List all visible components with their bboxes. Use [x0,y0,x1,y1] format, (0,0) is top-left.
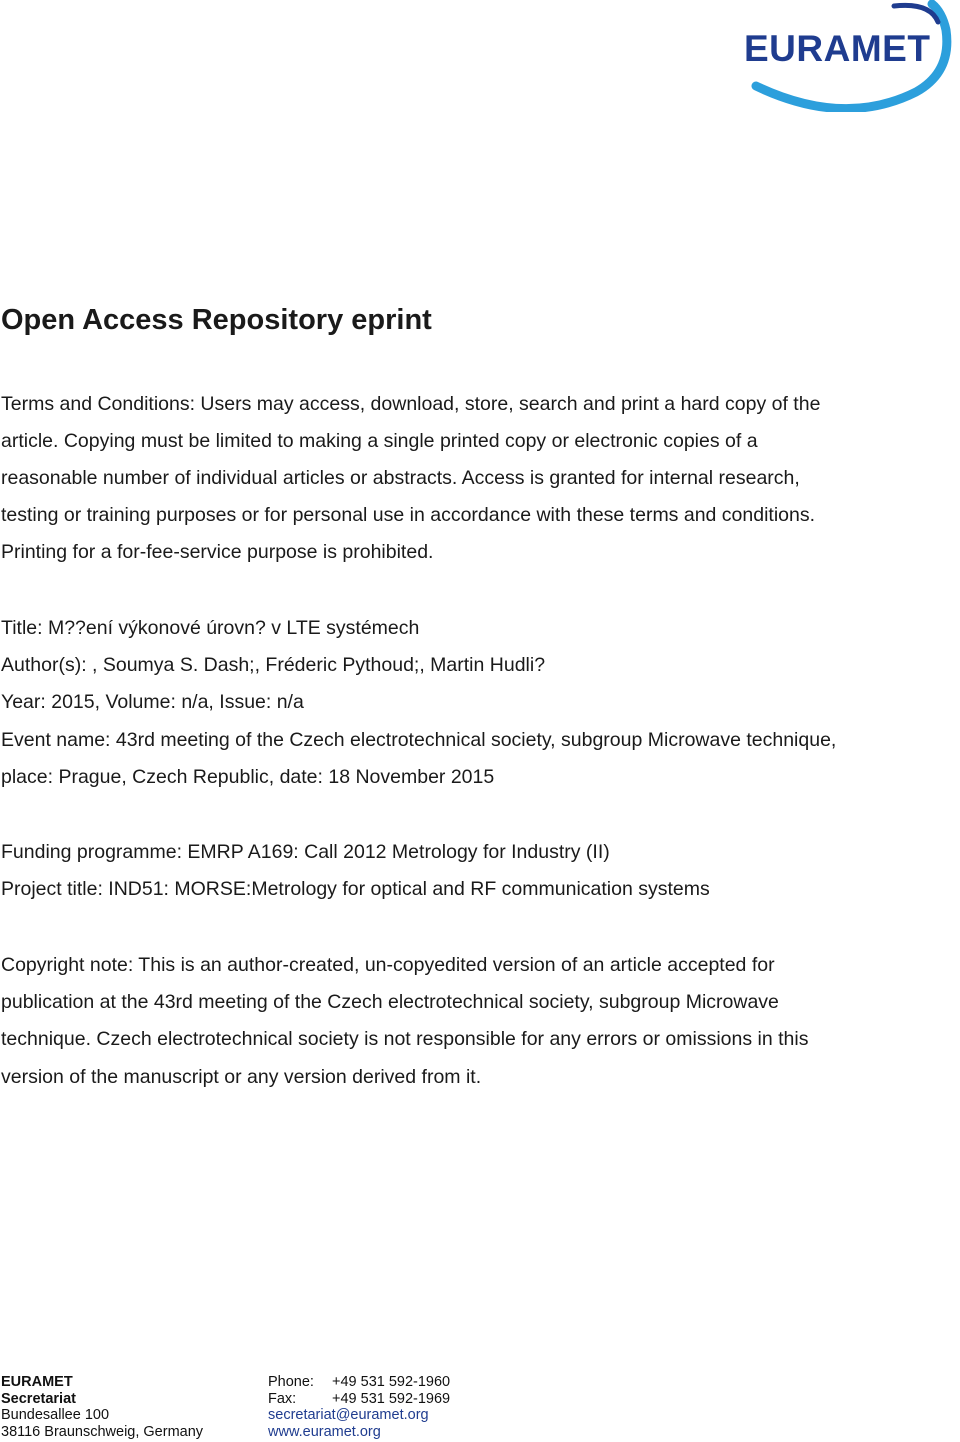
event-name: Event name: 43rd meeting of the Czech electrotechnical society, subgroup Microwave technique, [1,729,837,751]
article-authors: Author(s): , Soumya S. Dash;, Fréderic Pythoud;, Martin Hudli? [1,654,546,676]
fax-label: Fax: [268,1390,297,1407]
email-link[interactable]: secretariat@euramet.org [268,1407,429,1423]
website-link[interactable]: www.euramet.org [268,1423,381,1440]
copyright-line: version of the manuscript or any version derived from it. [1,1066,482,1088]
footer-address [1,1374,203,1440]
copyright-line: publication at the 43rd meeting of the Czech electrotechnical society, subgroup Microwave [1,991,779,1013]
terms-line: article. Copying must be limited to making a single printed copy or electronic copies of a [1,430,758,452]
euramet-logo [734,0,960,112]
footer-street: Bundesallee 100 [1,1407,110,1423]
project-title: Project title: IND51: MORSE:Metrology for optical and RF communication systems [1,878,710,900]
phone-label: Phone: [268,1374,314,1390]
footer-dept: Secretariat [1,1390,76,1407]
copyright-line: Copyright note: This is an author-created, un-copyedited version of an article accepted for [1,954,775,976]
phone-number: +49 531 592-1960 [332,1374,451,1390]
article-year: Year: 2015, Volume: n/a, Issue: n/a [1,691,304,713]
terms-line: testing or training purposes or for personal use in accordance with these terms and conditions. [1,504,816,526]
footer-phone [268,1374,450,1391]
terms-line: reasonable number of individual articles or abstracts. Access is granted for internal research, [1,467,800,489]
copyright-line: technique. Czech electrotechnical society is not responsible for any errors or omissions in this [1,1028,809,1050]
article-title: Title: M??ení výkonové úrovn? v LTE systémech [1,617,420,639]
fax-number: +49 531 592-1969 [332,1390,451,1407]
logo-text: EURAMET [744,28,931,69]
event-place: place: Prague, Czech Republic, date: 18 November 2015 [1,766,495,788]
terms-line: Terms and Conditions: Users may access, download, store, search and print a hard copy of the [1,393,821,415]
footer-fax [268,1391,450,1408]
footer-contact [268,1374,450,1440]
funding-programme: Funding programme: EMRP A169: Call 2012 Metrology for Industry (II) [1,841,610,863]
footer-city: 38116 Braunschweig, Germany [1,1423,204,1440]
page-title: Open Access Repository eprint [1,304,432,336]
terms-line: Printing for a for-fee-service purpose is prohibited. [1,541,434,563]
footer-org: EURAMET [1,1374,73,1390]
